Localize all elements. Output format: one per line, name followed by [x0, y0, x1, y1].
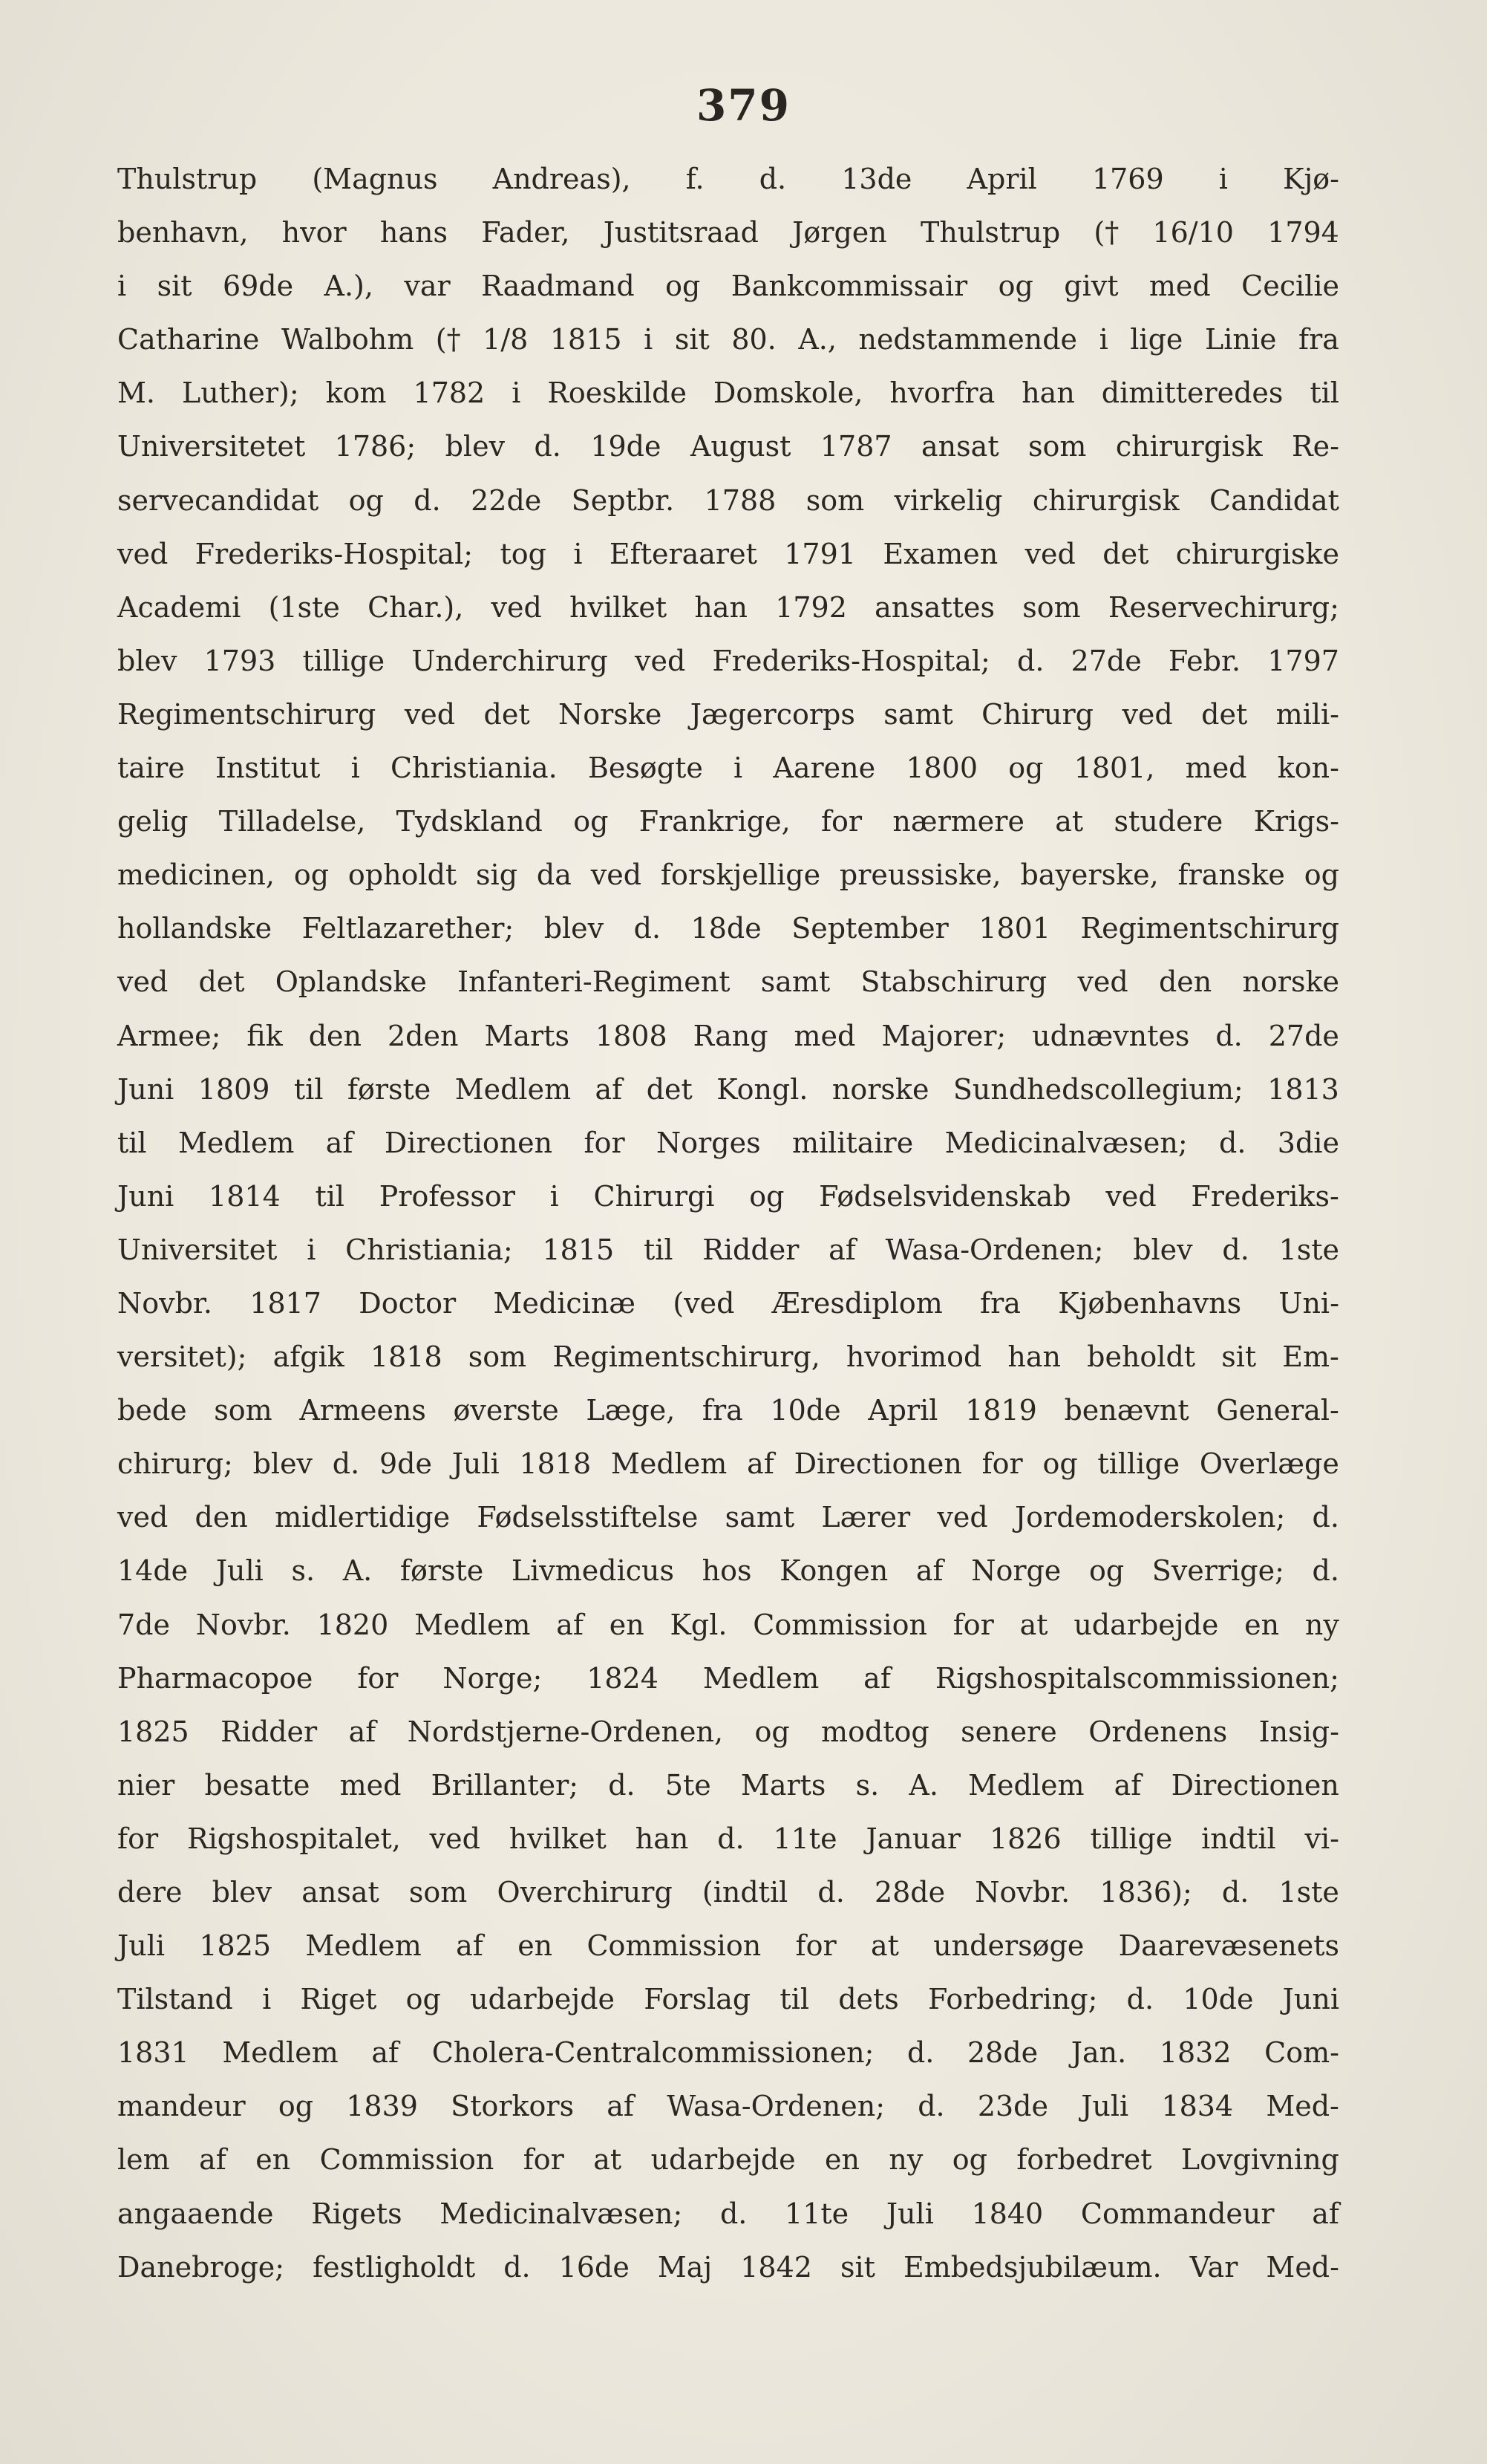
- text-line: mandeur og 1839 Storkors af Wasa-Ordenen; d. 23de Juli 1834 Med-: [117, 2090, 1339, 2123]
- text-line: M. Luther); kom 1782 i Roeskilde Domskole, hvorfra han dimitteredes til: [117, 377, 1339, 410]
- text-line: bede som Armeens øverste Læge, fra 10de April 1819 benævnt General-: [117, 1394, 1339, 1427]
- text-line: i sit 69de A.), var Raadmand og Bankcommissair og givt med Cecilie: [117, 270, 1339, 303]
- text-line: blev 1793 tillige Underchirurg ved Frederiks-Hospital; d. 27de Febr. 1797: [117, 644, 1339, 677]
- text-line: dere blev ansat som Overchirurg (indtil d. 28de Novbr. 1836); d. 1ste: [117, 1876, 1339, 1909]
- biography-entry: [117, 152, 1339, 2294]
- text-line: Tilstand i Riget og udarbejde Forslag til dets Forbedring; d. 10de Juni: [117, 1983, 1339, 2016]
- text-line: Juni 1814 til Professor i Chirurgi og Fødselsvidenskab ved Frederiks-: [117, 1179, 1339, 1213]
- text-line: benhavn, hvor hans Fader, Justitsraad Jørgen Thulstrup († 16/10 1794: [117, 216, 1339, 250]
- text-line: versitet); afgik 1818 som Regimentschirurg, hvorimod han beholdt sit Em-: [117, 1340, 1339, 1374]
- text-line: Novbr. 1817 Doctor Medicinæ (ved Æresdiplom fra Kjøbenhavns Uni-: [117, 1286, 1339, 1320]
- text-line: 14de Juli s. A. første Livmedicus hos Kongen af Norge og Sverrige; d.: [117, 1554, 1339, 1588]
- text-line: til Medlem af Directionen for Norges militaire Medicinalvæsen; d. 3die: [117, 1126, 1339, 1159]
- text-line: hollandske Feltlazarether; blev d. 18de September 1801 Regimentschirurg: [117, 912, 1339, 945]
- text-line: angaaende Rigets Medicinalvæsen; d. 11te Juli 1840 Commandeur af: [117, 2197, 1339, 2230]
- text-line: ved Frederiks-Hospital; tog i Efteraaret 1791 Examen ved det chirurgiske: [117, 537, 1339, 570]
- text-line: 1825 Ridder af Nordstjerne-Ordenen, og modtog senere Ordenens Insig-: [117, 1715, 1339, 1748]
- text-line: Universitetet 1786; blev d. 19de August 1787 ansat som chirurgisk Re-: [117, 430, 1339, 463]
- text-line: 1831 Medlem af Cholera-Centralcommissionen; d. 28de Jan. 1832 Com-: [117, 2036, 1339, 2070]
- text-line: Juni 1809 til første Medlem af det Kongl. norske Sundhedscollegium; 1813: [117, 1072, 1339, 1106]
- text-line: medicinen, og opholdt sig da ved forskjellige preussiske, bayerske, franske og: [117, 858, 1339, 892]
- text-line: ved den midlertidige Fødselsstiftelse samt Lærer ved Jordemoderskolen; d.: [117, 1501, 1339, 1534]
- text-line: for Rigshospitalet, ved hvilket han d. 11te Januar 1826 tillige indtil vi-: [117, 1822, 1339, 1855]
- text-line: lem af en Commission for at udarbejde en ny og forbedret Lovgivning: [117, 2143, 1339, 2177]
- text-line: Thulstrup (Magnus Andreas), f. d. 13de April 1769 i Kjø-: [117, 163, 1339, 195]
- text-line: servecandidat og d. 22de Septbr. 1788 som virkelig chirurgisk Candidat: [117, 483, 1339, 517]
- text-line: Academi (1ste Char.), ved hvilket han 1792 ansattes som Reservechirurg;: [117, 590, 1339, 624]
- text-line: Regimentschirurg ved det Norske Jægercorps samt Chirurg ved det mili-: [117, 697, 1339, 731]
- page-number: 379: [696, 80, 791, 131]
- text-line: Pharmacopoe for Norge; 1824 Medlem af Rigshospitalscommissionen;: [117, 1661, 1339, 1695]
- text-line: gelig Tilladelse, Tydskland og Frankrige, for nærmere at studere Krigs-: [117, 805, 1339, 838]
- text-line: Universitet i Christiania; 1815 til Ridder af Wasa-Ordenen; blev d. 1ste: [117, 1233, 1339, 1266]
- text-line: ved det Oplandske Infanteri-Regiment samt Stabschirurg ved den norske: [117, 965, 1339, 999]
- text-line: 7de Novbr. 1820 Medlem af en Kgl. Commission for at udarbejde en ny: [117, 1608, 1339, 1641]
- text-line: Catharine Walbohm († 1/8 1815 i sit 80. A., nedstammende i lige Linie fra: [117, 323, 1339, 356]
- text-line: Danebroge; festligholdt d. 16de Maj 1842 sit Embedsjubilæum. Var Med-: [117, 2250, 1339, 2284]
- text-line: nier besatte med Brillanter; d. 5te Marts s. A. Medlem af Directionen: [117, 1768, 1339, 1802]
- text-line: Juli 1825 Medlem af en Commission for at undersøge Daarevæsenets: [117, 1929, 1339, 1963]
- text-line: taire Institut i Christiania. Besøgte i Aarene 1800 og 1801, med kon-: [117, 752, 1339, 785]
- text-line: chirurg; blev d. 9de Juli 1818 Medlem af Directionen for og tillige Overlæge: [117, 1447, 1339, 1481]
- text-line: Armee; fik den 2den Marts 1808 Rang med Majorer; udnævntes d. 27de: [117, 1019, 1339, 1052]
